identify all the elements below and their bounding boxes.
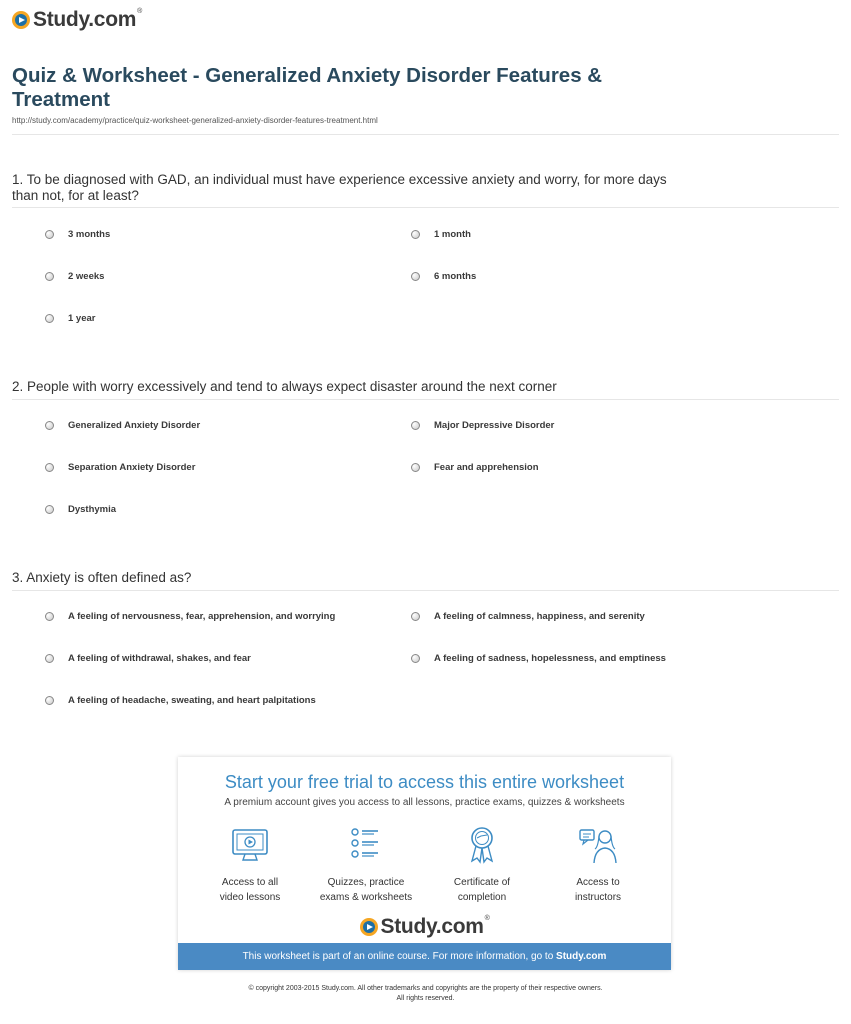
answer-option[interactable]: A feeling of nervousness, fear, apprehension, and worrying [45,611,335,622]
logo-text: Study.com [380,915,484,938]
answer-option[interactable]: A feeling of sadness, hopelessness, and emptiness [411,653,666,664]
trademark: ® [137,8,142,15]
feature-video-lessons [190,825,310,905]
copyright-line-2: All rights reserved. [396,995,455,1002]
radio-icon[interactable] [411,421,420,430]
answer-option[interactable]: 1 month [411,229,471,240]
answer-option[interactable]: 6 months [411,271,476,282]
radio-icon[interactable] [411,272,420,281]
feature-label: Quizzes, practice [327,877,405,888]
study-logo[interactable] [12,8,142,32]
study-play-icon [360,918,378,936]
promo-footer-text: This worksheet is part of an online course. For more information, go to [242,951,557,962]
radio-icon[interactable] [45,612,54,621]
feature-label: Access to all [221,877,279,888]
study-link[interactable]: Study.com [556,951,607,962]
copyright [0,984,851,1004]
answer-option[interactable]: A feeling of calmness, happiness, and serenity [411,611,645,622]
feature-certificate [422,825,542,905]
promo-footer-bar [178,943,671,970]
answer-option[interactable]: 3 months [45,229,110,240]
radio-icon[interactable] [45,314,54,323]
radio-icon[interactable] [45,272,54,281]
radio-icon[interactable] [411,230,420,239]
instructor-icon [578,825,618,865]
answer-option[interactable]: Generalized Anxiety Disorder [45,420,200,431]
feature-quizzes [306,825,426,905]
radio-icon[interactable] [411,463,420,472]
answer-option[interactable]: A feeling of headache, sweating, and heart palpitations [45,695,316,706]
answer-option[interactable]: 1 year [45,313,95,324]
radio-icon[interactable] [45,654,54,663]
divider [12,134,839,135]
feature-label: exams & worksheets [319,892,413,903]
video-lessons-icon [230,825,270,865]
divider [12,399,839,400]
feature-label: Access to [576,877,620,888]
promo-study-logo[interactable] [178,915,671,939]
answer-option[interactable]: Fear and apprehension [411,462,539,473]
radio-icon[interactable] [45,696,54,705]
divider [12,207,839,208]
feature-label: completion [457,892,507,903]
question-1-text: 1. To be diagnosed with GAD, an individual must have experience excessive anxiety and worry, for more days than not, for at least? [12,172,667,203]
quiz-list-icon [346,825,386,865]
trademark: ® [484,915,490,922]
divider [12,590,839,591]
answer-option[interactable]: A feeling of withdrawal, shakes, and fear [45,653,251,664]
promo-subtitle: A premium account gives you access to all lessons, practice exams, quizzes & worksheets [224,797,625,808]
feature-instructors [538,825,658,905]
radio-icon[interactable] [45,421,54,430]
question-3-text: 3. Anxiety is often defined as? [12,570,192,585]
logo-text: Study.com [33,8,137,31]
question-2-text: 2. People with worry excessively and tend to always expect disaster around the next corner [12,379,557,394]
page-title: Quiz & Worksheet - Generalized Anxiety Disorder Features & Treatment [12,64,603,111]
copyright-line-1: © copyright 2003-2015 Study.com. All other trademarks and copyrights are the property of their respective owners. [248,985,603,992]
study-play-icon [12,11,30,29]
radio-icon[interactable] [45,230,54,239]
feature-label: instructors [574,892,622,903]
free-trial-promo [178,757,671,970]
radio-icon[interactable] [411,654,420,663]
page-url: http://study.com/academy/practice/quiz-worksheet-generalized-anxiety-disorder-features-treatment.html [12,116,378,125]
radio-icon[interactable] [45,463,54,472]
answer-option[interactable]: Dysthymia [45,504,116,515]
certificate-icon [462,825,502,865]
feature-label: Certificate of [453,877,511,888]
promo-title[interactable]: Start your free trial to access this entire worksheet [224,772,625,792]
answer-option[interactable]: Separation Anxiety Disorder [45,462,195,473]
radio-icon[interactable] [411,612,420,621]
radio-icon[interactable] [45,505,54,514]
feature-label: video lessons [219,892,281,903]
answer-option[interactable]: 2 weeks [45,271,104,282]
answer-option[interactable]: Major Depressive Disorder [411,420,554,431]
